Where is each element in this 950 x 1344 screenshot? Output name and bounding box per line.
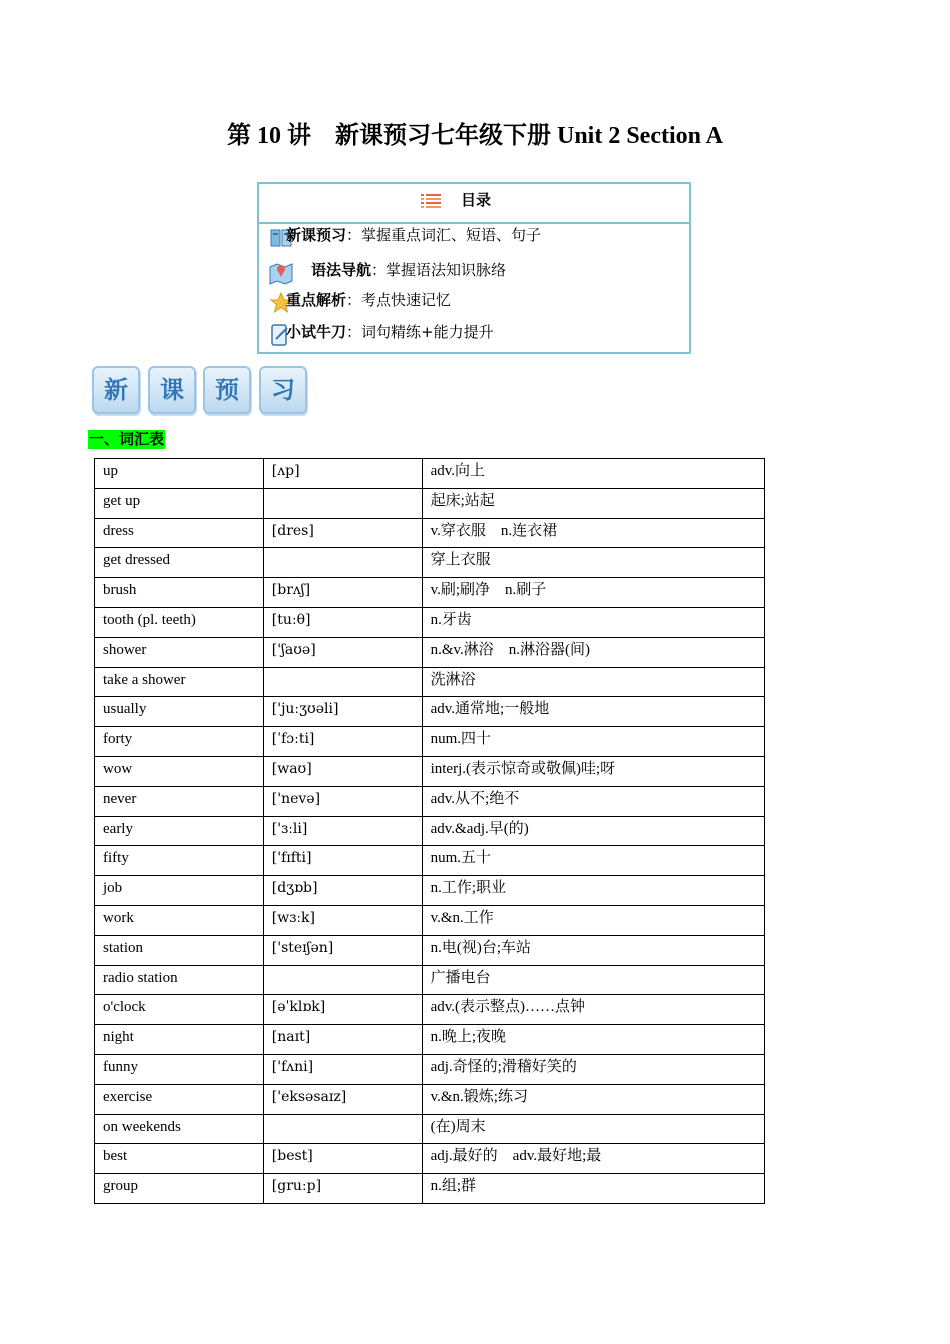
vocab-ipa: ['eksəsaɪz] <box>263 1084 422 1114</box>
toc-item-text: 掌握语法知识脉络 <box>386 261 507 279</box>
vocab-meaning: adv.(表示整点)……点钟 <box>422 995 764 1025</box>
vocab-meaning: adv.向上 <box>422 459 764 489</box>
vocab-ipa: ['nevə] <box>263 786 422 816</box>
table-row <box>95 965 765 995</box>
vocab-ipa <box>263 548 422 578</box>
table-row <box>95 667 765 697</box>
vocab-meaning: adj.最好的 adv.最好地;最 <box>422 1144 764 1174</box>
vocab-ipa: [tuːθ] <box>263 607 422 637</box>
vocab-meaning: num.五十 <box>422 846 764 876</box>
vocab-word: get up <box>95 488 264 518</box>
vocab-meaning: v.刷;刷净 n.刷子 <box>422 578 764 608</box>
vocab-meaning: n.工作;职业 <box>422 876 764 906</box>
vocab-word: best <box>95 1144 264 1174</box>
vocab-word: early <box>95 816 264 846</box>
vocab-ipa <box>263 488 422 518</box>
vocab-meaning: num.四十 <box>422 727 764 757</box>
vocab-word: get dressed <box>95 548 264 578</box>
vocab-ipa <box>263 667 422 697</box>
vocab-word: tooth (pl. teeth) <box>95 607 264 637</box>
vocab-meaning: v.&n.锻炼;练习 <box>422 1084 764 1114</box>
table-row <box>95 935 765 965</box>
toc-item-label: 小试牛刀 <box>286 323 347 341</box>
table-row <box>95 816 765 846</box>
vocab-ipa: [dres] <box>263 518 422 548</box>
vocab-word: fifty <box>95 846 264 876</box>
vocab-word: job <box>95 876 264 906</box>
vocab-ipa: [waʊ] <box>263 756 422 786</box>
vocab-ipa <box>263 1114 422 1144</box>
table-row <box>95 578 765 608</box>
banner-char: 新 <box>92 366 140 414</box>
vocab-meaning: n.&v.淋浴 n.淋浴器(间) <box>422 637 764 667</box>
toc-item-sep: ： <box>346 226 362 244</box>
vocab-ipa: [naɪt] <box>263 1025 422 1055</box>
vocab-meaning: 穿上衣服 <box>422 548 764 578</box>
table-row <box>95 1114 765 1144</box>
vocab-meaning: n.组;群 <box>422 1174 764 1204</box>
table-row <box>95 518 765 548</box>
toc-item-text: 词句精练+能力提升 <box>361 323 494 341</box>
vocab-meaning: interj.(表示惊奇或敬佩)哇;呀 <box>422 756 764 786</box>
section-label: 一、词汇表 <box>89 430 165 448</box>
table-row <box>95 1025 765 1055</box>
vocab-meaning: adj.奇怪的;滑稽好笑的 <box>422 1054 764 1084</box>
toc-heading: 目录 <box>461 191 492 209</box>
toc-item-text: 考点快速记忆 <box>361 291 452 309</box>
table-row <box>95 756 765 786</box>
vocab-ipa: [əˈklɒk] <box>263 995 422 1025</box>
vocab-ipa: ['ʃaʊə] <box>263 637 422 667</box>
vocab-ipa: ['ɜːli] <box>263 816 422 846</box>
toc-item-label: 语法导航 <box>311 261 372 279</box>
table-row <box>95 876 765 906</box>
table-row <box>95 1054 765 1084</box>
vocab-ipa: [gruːp] <box>263 1174 422 1204</box>
map-pin-icon <box>269 261 293 285</box>
vocab-meaning: 洗淋浴 <box>422 667 764 697</box>
table-row <box>95 1174 765 1204</box>
vocab-ipa: [best] <box>263 1144 422 1174</box>
table-row <box>95 459 765 489</box>
vocab-word: night <box>95 1025 264 1055</box>
table-row <box>95 607 765 637</box>
table-row <box>95 488 765 518</box>
vocab-ipa: [wɜːk] <box>263 905 422 935</box>
vocab-ipa: [ˈfɔːti] <box>263 727 422 757</box>
vocab-meaning: n.晚上;夜晚 <box>422 1025 764 1055</box>
vocab-ipa: [brʌʃ] <box>263 578 422 608</box>
table-row <box>95 1144 765 1174</box>
vocab-word: o'clock <box>95 995 264 1025</box>
vocab-word: work <box>95 905 264 935</box>
toc-item-sep: ： <box>371 261 387 279</box>
table-row <box>95 548 765 578</box>
table-row <box>95 995 765 1025</box>
vocab-word: forty <box>95 727 264 757</box>
vocab-word: up <box>95 459 264 489</box>
vocab-word: station <box>95 935 264 965</box>
vocab-ipa: ['fɪfti] <box>263 846 422 876</box>
vocab-meaning: n.牙齿 <box>422 607 764 637</box>
vocab-meaning: adv.从不;绝不 <box>422 786 764 816</box>
toc-item-text: 掌握重点词汇、短语、句子 <box>361 226 542 244</box>
vocab-word: funny <box>95 1054 264 1084</box>
toc-header <box>259 184 689 224</box>
vocab-word: dress <box>95 518 264 548</box>
banner-char: 课 <box>148 366 196 414</box>
table-row <box>95 637 765 667</box>
list-icon <box>421 193 441 209</box>
vocab-word: exercise <box>95 1084 264 1114</box>
vocab-word: group <box>95 1174 264 1204</box>
vocab-word: radio station <box>95 965 264 995</box>
table-row <box>95 846 765 876</box>
vocab-meaning: adv.&adj.早(的) <box>422 816 764 846</box>
vocab-word: shower <box>95 637 264 667</box>
vocab-ipa: ['fʌni] <box>263 1054 422 1084</box>
vocab-meaning: v.穿衣服 n.连衣裙 <box>422 518 764 548</box>
vocab-word: take a shower <box>95 667 264 697</box>
vocab-meaning: adv.通常地;一般地 <box>422 697 764 727</box>
table-of-contents <box>257 182 691 354</box>
vocab-word: never <box>95 786 264 816</box>
vocab-ipa: ['steɪʃən] <box>263 935 422 965</box>
vocab-ipa: ['juːʒʊəli] <box>263 697 422 727</box>
table-row <box>95 786 765 816</box>
vocab-meaning: (在)周末 <box>422 1114 764 1144</box>
toc-item-label: 新课预习 <box>286 226 347 244</box>
vocabulary-table <box>94 458 765 1204</box>
vocab-meaning: n.电(视)台;车站 <box>422 935 764 965</box>
table-row <box>95 1084 765 1114</box>
vocab-word: usually <box>95 697 264 727</box>
vocab-word: wow <box>95 756 264 786</box>
table-row <box>95 905 765 935</box>
vocab-ipa <box>263 965 422 995</box>
banner-char: 习 <box>259 366 307 414</box>
vocab-word: on weekends <box>95 1114 264 1144</box>
vocab-word: brush <box>95 578 264 608</box>
toc-item-sep: ： <box>346 291 362 309</box>
table-row <box>95 727 765 757</box>
vocab-meaning: 起床;站起 <box>422 488 764 518</box>
vocab-meaning: v.&n.工作 <box>422 905 764 935</box>
vocab-ipa: [dʒɒb] <box>263 876 422 906</box>
vocab-meaning: 广播电台 <box>422 965 764 995</box>
table-row <box>95 697 765 727</box>
toc-item-sep: ： <box>346 323 362 341</box>
vocab-ipa: [ʌp] <box>263 459 422 489</box>
toc-item-label: 重点解析 <box>286 291 347 309</box>
page-title: 第 10 讲 新课预习七年级下册 Unit 2 Section A <box>226 123 723 149</box>
banner-char: 预 <box>203 366 251 414</box>
